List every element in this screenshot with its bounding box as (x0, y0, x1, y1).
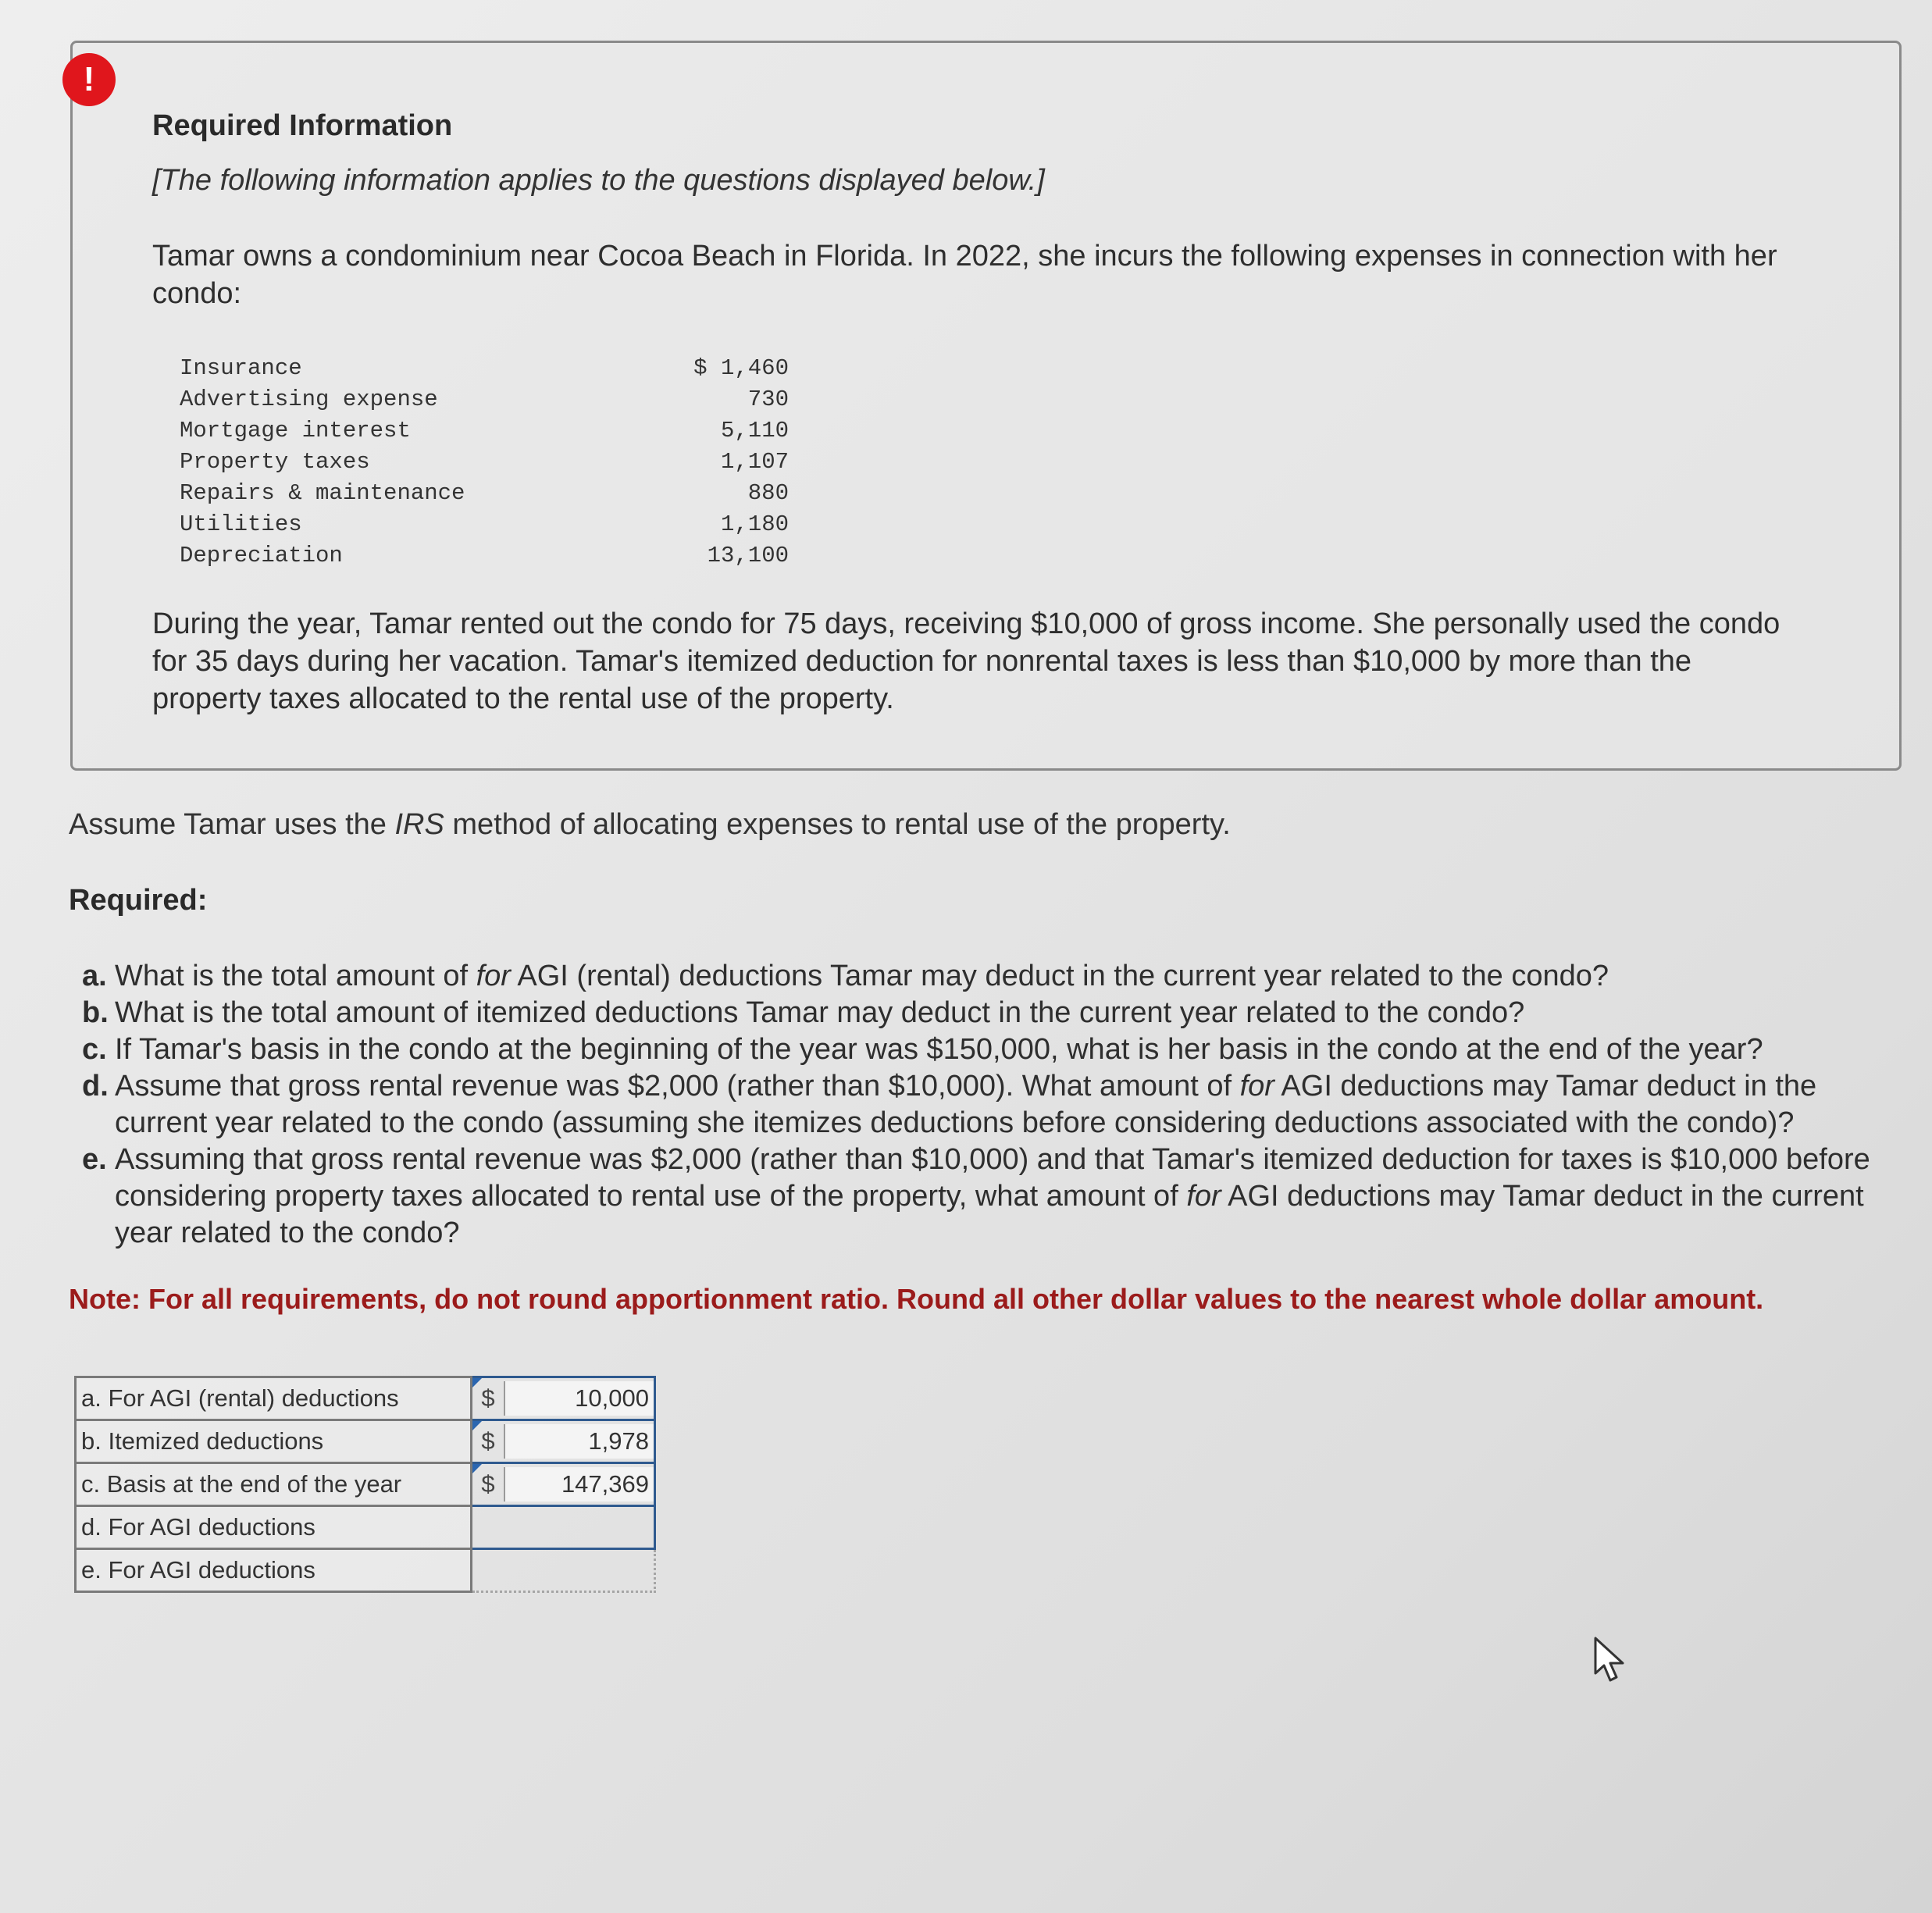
answer-table (74, 1376, 656, 1593)
expense-label: Repairs & maintenance (180, 480, 465, 506)
answer-row (76, 1420, 655, 1463)
currency-symbol: $ (481, 1470, 495, 1498)
answer-input-e[interactable] (472, 1549, 655, 1592)
expense-label: Utilities (180, 511, 302, 537)
expense-amount: 1,107 (720, 449, 789, 475)
assumption-text (69, 808, 1231, 842)
requirement-text: If Tamar's basis in the condo at the beginning of the year was $150,000, what is her basis in the condo at the end of the year? (115, 1033, 1763, 1066)
answered-marker-icon (472, 1421, 482, 1430)
assumption-method: IRS (394, 808, 444, 841)
requirement-item (82, 1068, 1894, 1142)
requirement-text: Assuming that gross rental revenue was $2,000 (rather than $10,000) and that Tamar's itemized deduction for taxes is $10,000 before considering property taxes allocated to rental use of the property, what amount of for AGI deductions may Tamar deduct in the current year related to the condo? (115, 1143, 1870, 1249)
answer-label: b. Itemized deductions (76, 1420, 472, 1463)
expense-label: Property taxes (180, 449, 370, 475)
requirement-item (82, 1142, 1894, 1252)
answer-input-b[interactable] (472, 1420, 655, 1463)
expense-row (180, 540, 789, 572)
expense-label: Insurance (180, 355, 302, 381)
currency-symbol: $ (481, 1384, 495, 1412)
requirement-text: What is the total amount of itemized deductions Tamar may deduct in the current year related to the condo? (115, 996, 1525, 1029)
answer-input-a[interactable] (472, 1377, 655, 1420)
assumption-before: Assume Tamar uses the (69, 808, 395, 841)
requirement-letter: a. (82, 960, 107, 992)
answer-row (76, 1377, 655, 1420)
required-heading: Required: (69, 884, 208, 917)
requirement-letter: b. (82, 996, 109, 1029)
expense-amount: 1,180 (720, 511, 789, 537)
requirement-letter: c. (82, 1033, 107, 1066)
answered-marker-icon (472, 1378, 482, 1388)
expense-row (180, 478, 789, 509)
answer-input-d[interactable] (472, 1506, 655, 1549)
expense-row (180, 509, 789, 540)
info-title: Required Information (152, 109, 453, 142)
answer-label: a. For AGI (rental) deductions (76, 1377, 472, 1420)
currency-symbol: $ (481, 1427, 495, 1455)
expense-amount: 880 (747, 480, 789, 506)
rounding-note: Note: For all requirements, do not round apportionment ratio. Round all other dollar values to the nearest whole dollar amount. (69, 1283, 1764, 1315)
expense-amount: 13,100 (707, 543, 789, 568)
expense-table (180, 353, 789, 572)
expense-row (180, 447, 789, 478)
expense-row (180, 353, 789, 384)
requirement-text: What is the total amount of for AGI (rental) deductions Tamar may deduct in the current year related to the condo? (115, 960, 1609, 992)
answer-value[interactable]: 1,978 (504, 1424, 654, 1459)
info-subtitle: [The following information applies to the questions displayed below.] (152, 164, 1045, 197)
expense-amount: 730 (747, 387, 789, 412)
expense-amount: 5,110 (720, 418, 789, 444)
answer-label: c. Basis at the end of the year (76, 1463, 472, 1506)
requirement-item (82, 1031, 1894, 1068)
answer-value[interactable] (504, 1553, 654, 1587)
answer-value[interactable]: 147,369 (504, 1467, 654, 1502)
alert-icon: ! (62, 53, 116, 106)
requirement-item (82, 995, 1894, 1031)
requirement-item (82, 958, 1894, 995)
info-details: During the year, Tamar rented out the condo for 75 days, receiving $10,000 of gross income. She personally used the condo for 35 days during her vacation. Tamar's itemized deduction for nonrental taxes is less than $10,000 by more than the property taxes allocated to the rental use of the property. (152, 607, 1781, 715)
answer-label: d. For AGI deductions (76, 1506, 472, 1549)
requirement-letter: e. (82, 1143, 107, 1176)
expense-amount: $ 1,460 (693, 355, 789, 381)
expense-label: Advertising expense (180, 387, 438, 412)
info-intro: Tamar owns a condominium near Cocoa Beach in Florida. In 2022, she incurs the following expenses in connection with her condo: (152, 240, 1777, 310)
requirements-list (82, 958, 1894, 1252)
answer-input-c[interactable] (472, 1463, 655, 1506)
expense-row (180, 384, 789, 415)
assumption-after: method of allocating expenses to rental use of the property. (444, 808, 1231, 841)
answered-marker-icon (472, 1464, 482, 1473)
requirement-text: Assume that gross rental revenue was $2,000 (rather than $10,000). What amount of for AGI deductions may Tamar deduct in the current year related to the condo (assuming she itemizes deductions before considering deductions associated with the condo)? (115, 1070, 1817, 1139)
answer-value[interactable]: 10,000 (504, 1381, 654, 1416)
answer-value[interactable] (504, 1510, 654, 1544)
expense-row (180, 415, 789, 447)
answer-row (76, 1463, 655, 1506)
answer-row (76, 1506, 655, 1549)
answer-row (76, 1549, 655, 1592)
answer-label: e. For AGI deductions (76, 1549, 472, 1592)
mouse-pointer-icon (1593, 1636, 1629, 1684)
expense-label: Mortgage interest (180, 418, 411, 444)
requirement-letter: d. (82, 1070, 109, 1103)
expense-label: Depreciation (180, 543, 343, 568)
